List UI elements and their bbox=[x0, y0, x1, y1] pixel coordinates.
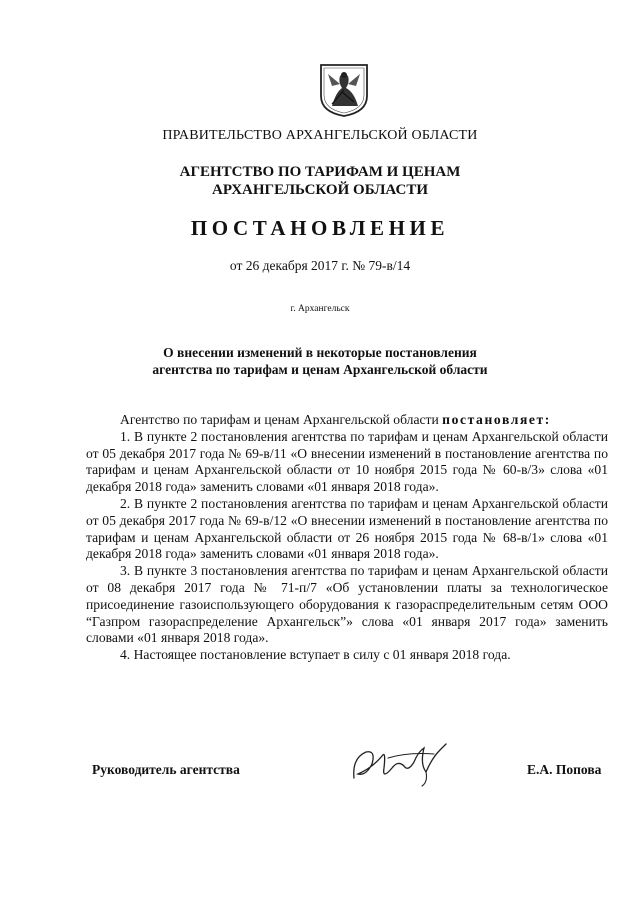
agency-name-line2: АРХАНГЕЛЬСКОЙ ОБЛАСТИ bbox=[212, 182, 428, 198]
subject-line1: О внесении изменений в некоторые постановления bbox=[163, 345, 477, 360]
body-item-3: 3. В пункте 3 постановления агентства по тарифам и ценам Архангельской области от 08 декабря 2017 года № 71-п/7 «Об установлении платы за технологическое присоединение газоиспользующего оборудования к газораспределительным сетям ООО “Газпром газораспределение Архангельск”» слова «01 января 2017 года» заменить словами «01 января 2018 года». bbox=[86, 563, 608, 646]
agency-name bbox=[0, 163, 640, 199]
government-name: ПРАВИТЕЛЬСТВО АРХАНГЕЛЬСКОЙ ОБЛАСТИ bbox=[162, 128, 478, 143]
subject-line2: агентства по тарифам и ценам Архангельской области bbox=[152, 362, 488, 377]
document-subject bbox=[0, 344, 640, 378]
document-date-number: от 26 декабря 2017 г. № 79-в/14 bbox=[229, 258, 411, 273]
document-city: г. Архангельск bbox=[290, 304, 350, 314]
body-intro bbox=[86, 412, 608, 429]
coat-of-arms-icon bbox=[318, 62, 370, 118]
agency-name-line1: АГЕНТСТВО ПО ТАРИФАМ И ЦЕНАМ bbox=[179, 164, 461, 180]
signature-icon bbox=[348, 738, 458, 790]
document-body bbox=[86, 412, 608, 664]
body-item-2: 2. В пункте 2 постановления агентства по тарифам и ценам Архангельской области от 05 декабря 2017 года № 69-в/12 «О внесении изменений в постановление агентства по тарифам и ценам Архангельской области от 26 ноября 2015 года № 68-в/1» слова «01 декабря 2018 года» заменить словами «01 января 2018 года». bbox=[86, 495, 608, 562]
body-item-1: 1. В пункте 2 постановления агентства по тарифам и ценам Архангельской области от 05 декабря 2017 года № 69-в/11 «О внесении изменений в постановление агентства по тарифам и ценам Архангельской области от 10 ноября 2015 года № 60-в/3» слова «01 декабря 2018 года» заменить словами «01 января 2018 года». bbox=[86, 428, 608, 495]
intro-resolves: постановляет: bbox=[442, 412, 551, 427]
intro-text: Агентство по тарифам и ценам Архангельской области bbox=[120, 412, 443, 427]
document-type-title: ПОСТАНОВЛЕНИЕ bbox=[190, 216, 450, 240]
signatory-name: Е.А. Попова bbox=[527, 762, 602, 777]
signatory-position: Руководитель агентства bbox=[92, 762, 240, 777]
body-item-4: 4. Настоящее постановление вступает в силу с 01 января 2018 года. bbox=[120, 647, 511, 663]
